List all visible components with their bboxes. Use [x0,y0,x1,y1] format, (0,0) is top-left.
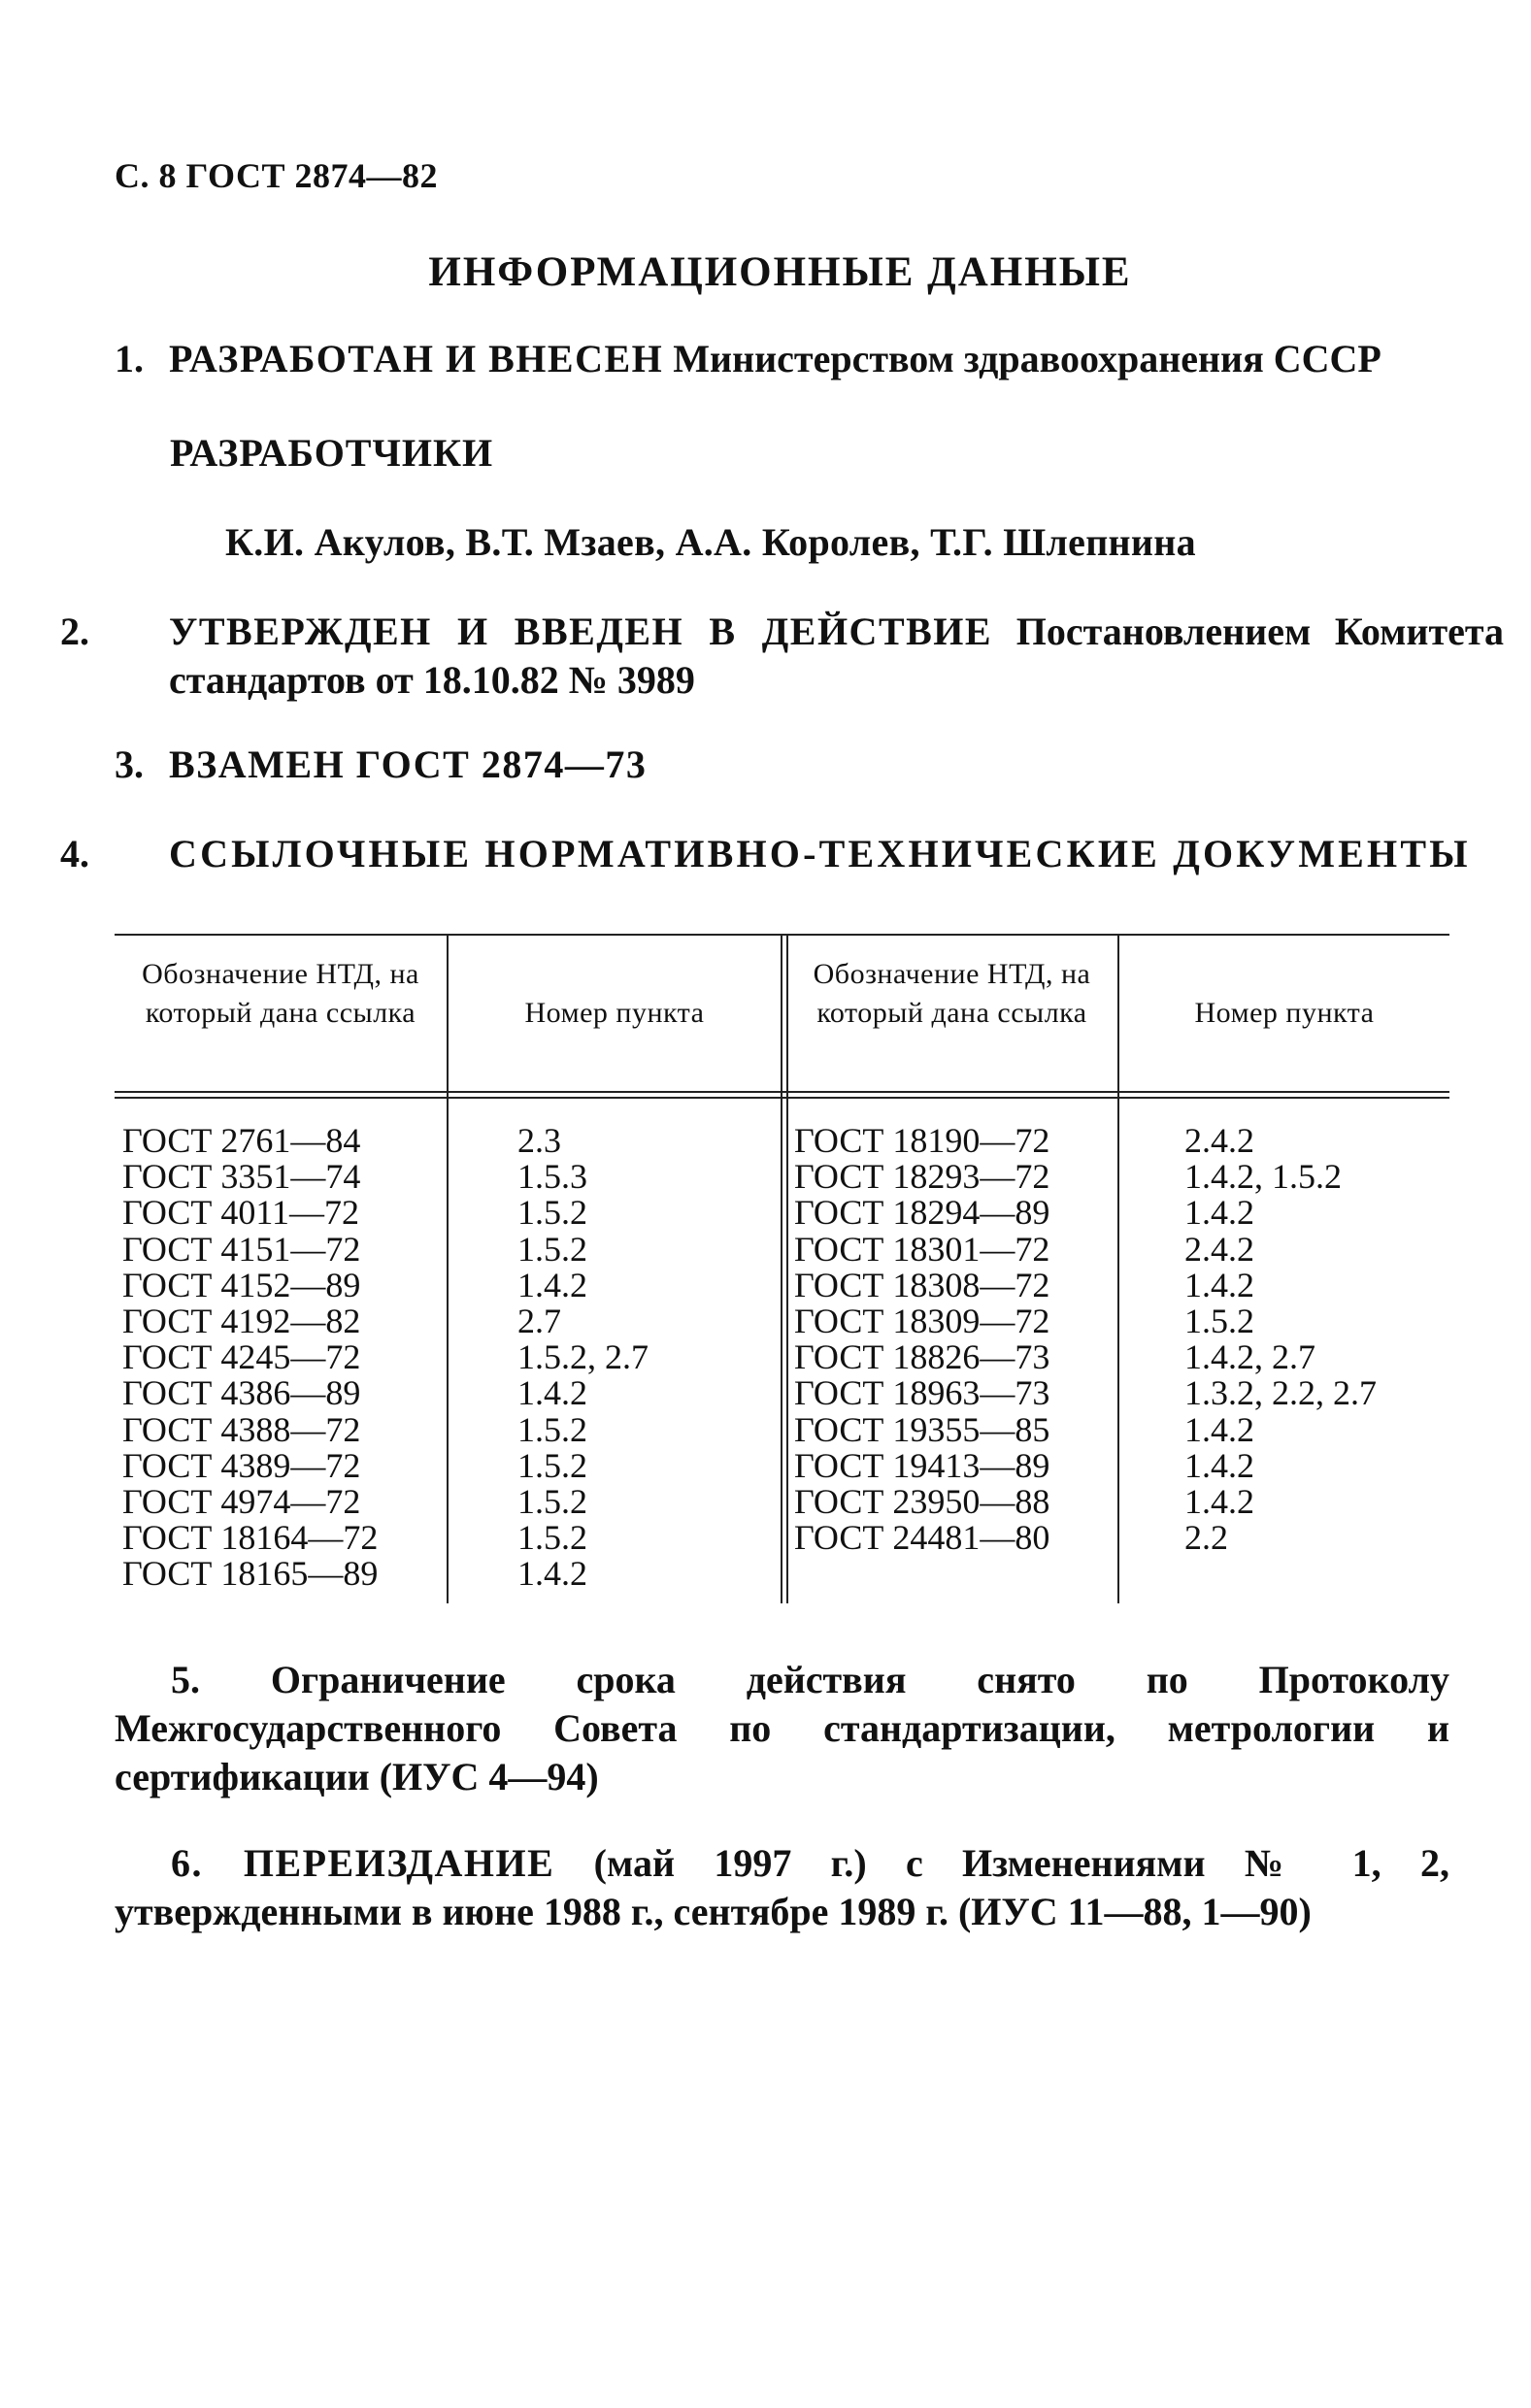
table-cell-doc: ГОСТ 4011—72 [122,1193,360,1233]
item-3 [115,741,1449,789]
table-cell-clause: 1.5.2 [517,1482,587,1522]
table-cell-doc: ГОСТ 19413—89 [794,1445,1050,1485]
table-cell-doc: ГОСТ 23950—88 [794,1482,1050,1522]
header-clause-left: Номер пункта [524,997,705,1029]
item-4-number: 4. [60,832,89,875]
item-2-text: Постановлением Комитета стандартов от 18.10.82 № 3989 [169,610,1504,702]
right-clause-column [1184,1123,1377,1556]
table-cell-clause: 1.5.2 [517,1518,587,1558]
table-cell-doc: ГОСТ 18294—89 [794,1193,1050,1233]
table-cell-doc: ГОСТ 4388—72 [122,1409,361,1449]
table-cell-doc: ГОСТ 4386—89 [122,1373,361,1413]
right-doc-column [794,1123,1049,1556]
table-cell-clause: 1.3.2, 2.2, 2.7 [1184,1373,1377,1413]
table-cell-doc: ГОСТ 4192—82 [122,1302,361,1341]
table-cell-clause: 1.4.2 [1184,1445,1254,1485]
table-cell-doc: ГОСТ 4152—89 [122,1265,361,1304]
table-cell-doc: ГОСТ 3351—74 [122,1157,361,1197]
table-cell-clause: 1.5.2 [517,1409,587,1449]
item-2-caps: УТВЕРЖДЕН И ВВЕДЕН В ДЕЙСТВИЕ [169,610,993,653]
item-1 [115,335,1449,383]
table-cell-doc: ГОСТ 18309—72 [794,1302,1050,1341]
page-header: С. 8 ГОСТ 2874—82 [115,156,438,195]
item-4-text: ССЫЛОЧНЫЕ НОРМАТИВНО-ТЕХНИЧЕСКИЕ ДОКУМЕНТЫ [169,832,1471,875]
table-cell-doc: ГОСТ 18164—72 [122,1518,379,1558]
table-cell-doc: ГОСТ 4974—72 [122,1482,361,1522]
table-cell-clause: 1.4.2 [1184,1482,1254,1522]
left-clause-column [517,1123,649,1593]
table-cell-doc: ГОСТ 18165—89 [122,1554,379,1594]
table-cell-doc: ГОСТ 18293—72 [794,1157,1050,1197]
table-cell-doc: ГОСТ 4151—72 [122,1229,361,1269]
item-6-text: (май 1997 г.) с Изменениями № 1, 2, утвержденными в июне 1988 г., сентябре 1989 г. (ИУС 11—88, 1—90) [115,1841,1449,1933]
left-doc-column [122,1123,378,1593]
table-cell-doc: ГОСТ 18190—72 [794,1121,1050,1160]
table-cell-clause: 1.5.3 [517,1157,587,1197]
table-cell-clause: 1.4.2 [517,1554,587,1594]
table-cell-doc: ГОСТ 19355—85 [794,1409,1050,1449]
reference-table [115,934,1449,1613]
item-2-number: 2. [60,610,89,653]
table-cell-clause: 1.5.2 [517,1445,587,1485]
table-vline-3 [1117,934,1119,1603]
table-cell-clause: 1.5.2, 2.7 [517,1337,649,1377]
table-cell-clause: 1.4.2, 1.5.2 [1184,1157,1342,1197]
table-cell-clause: 1.4.2 [1184,1193,1254,1233]
table-cell-clause: 2.4.2 [1184,1229,1254,1269]
item-1-caps: РАЗРАБОТАН И ВНЕСЕН [169,337,664,380]
table-cell-clause: 2.7 [517,1302,561,1341]
table-cell-doc: ГОСТ 18301—72 [794,1229,1050,1269]
header-doc-left: Обозначение НТД, на который дана ссылка [142,958,419,1029]
item-6-caps: 6. ПЕРЕИЗДАНИЕ [171,1841,555,1885]
table-cell-doc: ГОСТ 18963—73 [794,1373,1050,1413]
developers-list: К.И. Акулов, В.Т. Мзаев, А.А. Королев, Т.Г. Шлепнина [225,520,1196,564]
section-title: ИНФОРМАЦИОННЫЕ ДАННЫЕ [428,249,1132,295]
table-cell-doc: ГОСТ 18308—72 [794,1265,1050,1304]
header-doc-right: Обозначение НТД, на который дана ссылка [813,958,1091,1029]
table-cell-doc: ГОСТ 24481—80 [794,1518,1050,1558]
header-clause-right: Номер пункта [1194,997,1375,1029]
table-cell-doc: ГОСТ 4245—72 [122,1337,361,1377]
table-cell-clause: 1.5.2 [1184,1302,1254,1341]
item-3-number: 3. [115,742,144,786]
table-cell-clause: 2.2 [1184,1518,1228,1558]
table-cell-clause: 1.4.2 [1184,1265,1254,1304]
table-cell-doc: ГОСТ 4389—72 [122,1445,361,1485]
table-cell-clause: 1.4.2 [1184,1409,1254,1449]
table-cell-clause: 1.4.2, 2.7 [1184,1337,1315,1377]
table-vline-1 [447,934,449,1603]
table-cell-clause: 2.3 [517,1121,561,1160]
table-cell-clause: 1.4.2 [517,1373,587,1413]
item-1-text: Министерством здравоохранения СССР [673,337,1381,380]
item-3-text: ВЗАМЕН ГОСТ 2874—73 [169,742,648,786]
item-6 [115,1839,1449,1936]
table-cell-doc: ГОСТ 18826—73 [794,1337,1050,1377]
table-vline-middle [781,934,788,1603]
item-1-number: 1. [115,337,144,380]
item-2 [60,608,1504,705]
table-cell-clause: 1.5.2 [517,1193,587,1233]
table-cell-clause: 1.4.2 [517,1265,587,1304]
table-cell-clause: 2.4.2 [1184,1121,1254,1160]
item-5: 5. Ограничение срока действия снято по Протоколу Межгосударственного Совета по стандартизации, метрологии и сертификации (ИУС 4—94) [115,1658,1449,1798]
table-cell-doc: ГОСТ 2761—84 [122,1121,361,1160]
item-4 [60,830,1504,878]
table-cell-clause: 1.5.2 [517,1229,587,1269]
developers-heading: РАЗРАБОТЧИКИ [170,431,494,475]
